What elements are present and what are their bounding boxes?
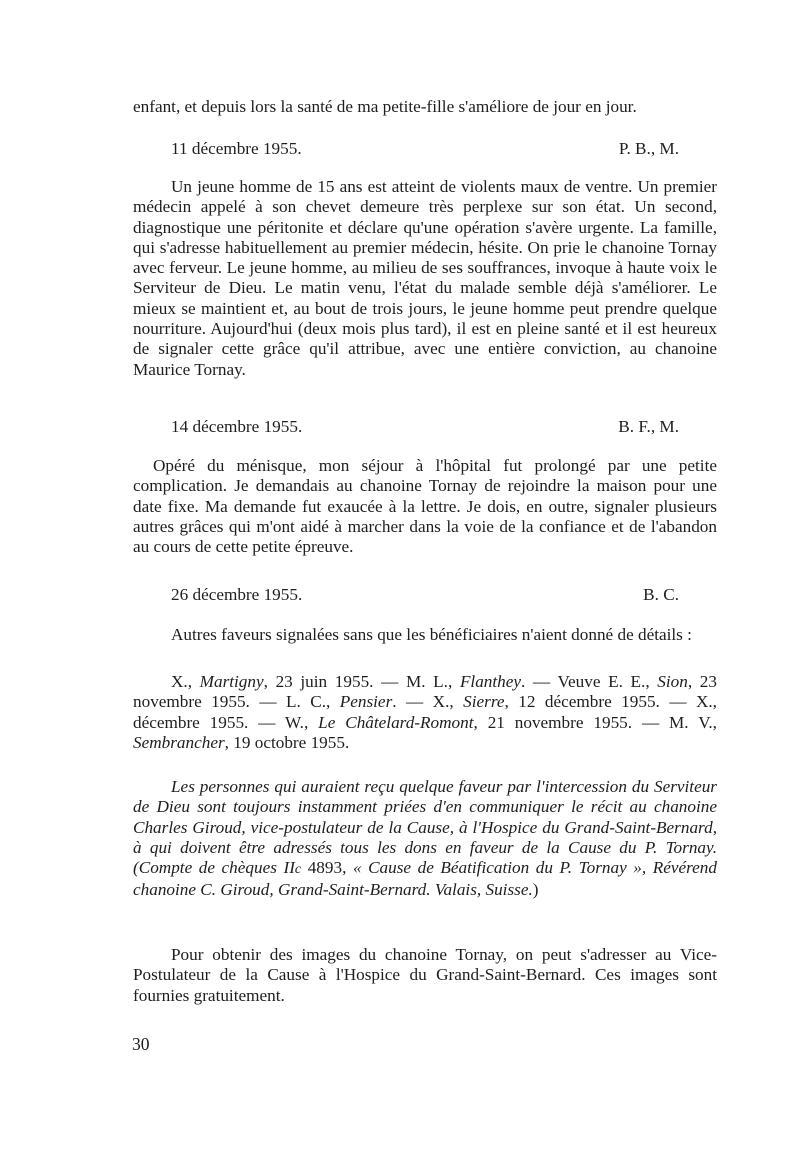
place-name: Sembrancher bbox=[133, 732, 225, 752]
entry-3-initials: B. C. bbox=[643, 585, 679, 604]
entry-3-text: Opéré du ménisque, mon séjour à l'hôpital fut prolongé par une petite complication. Je demandais au chanoine Tornay de rejoindre la maison pour une date fixe. Ma demande fut exaucée à la lettre. Je dois, en outre, signaler plusieurs autres grâces qui m'ont aidé à marcher dans la voie de la confiance et de l'abandon au cours de cette petite épreuve. bbox=[133, 456, 717, 557]
page-number: 30 bbox=[132, 1034, 150, 1054]
place-name: Pensier bbox=[339, 692, 393, 712]
other-favours-intro: Autres faveurs signalées sans que les bénéficiaires n'aient donné de détails : bbox=[171, 625, 692, 644]
place-name: Sierre bbox=[463, 692, 505, 712]
place-name: Flanthey bbox=[459, 672, 522, 691]
entry-1-text: enfant, et depuis lors la santé de ma petite-fille s'améliore de jour en jour. bbox=[133, 97, 637, 116]
place-name: Martigny bbox=[199, 672, 264, 691]
entry-1-signature bbox=[171, 139, 679, 159]
entry-3-date: 26 décembre 1955. bbox=[171, 585, 303, 604]
intercession-notice: Les personnes qui auraient reçu quelque faveur par l'intercession du Serviteur de Dieu sont toujours instamment priées d'en communiquer le récit au chanoine Charles Giroud, vice-postulateur de la Cause, à l'Hospice du Grand-Saint-Bernard, à qui doivent être adressés tous les dons en faveur de la Cause du P. Tornay. (Compte de chèques IIc 4893, « Cause de Béatification du P. Tornay », Révérend chanoine C. Giroud, Grand-Saint-Bernard. Valais, Suisse.) bbox=[133, 777, 717, 900]
entry-2-text: Un jeune homme de 15 ans est atteint de violents maux de ventre. Un premier médecin appelé à son chevet demeure très perplexe sur son état. Un second, diagnostique une péritonite et déclare qu'une opération s'avère urgente. La famille, qui s'adresse habituellement au premier médecin, hésite. On prie le chanoine Tornay avec ferveur. Le jeune homme, au milieu de ses souffrances, invoque à haute voix le Serviteur de Dieu. Le matin venu, l'état du malade semble déjà s'améliorer. Le mieux se maintient et, au bout de trois jours, le jeune homme peut prendre quelque nourriture. Aujourd'hui (deux mois plus tard), il est en pleine santé et il est heureux de signaler cette grâce qu'il attribue, avec une entière conviction, au chanoine Maurice Tornay. bbox=[133, 177, 717, 379]
place-name: Sion bbox=[657, 672, 688, 691]
entry-2-signature bbox=[171, 417, 679, 437]
images-note: Pour obtenir des images du chanoine Tornay, on peut s'adresser au Vice-Postulateur de la Cause à l'Hospice du Grand-Saint-Bernard. Ces images sont fournies gratuitement. bbox=[133, 945, 717, 1005]
entry-3-signature bbox=[171, 585, 679, 605]
other-favours-list: X., Martigny, 23 juin 1955. — M. L., Flanthey. — Veuve E. E., Sion, 23 novembre 1955. — L. C., Pensier. — X., Sierre, 12 décembre 1955. — X., décembre 1955. — W., Le Châtelard-Romont, 21 novembre 1955. — M. V., Sembrancher, 19 octobre 1955. bbox=[133, 672, 717, 752]
entry-2-date: 14 décembre 1955. bbox=[171, 417, 303, 436]
place-name: Le Châtelard-Romont bbox=[318, 712, 474, 732]
entry-1-date: 11 décembre 1955. bbox=[171, 139, 302, 158]
entry-2-initials: B. F., M. bbox=[618, 417, 679, 436]
entry-1-initials: P. B., M. bbox=[618, 139, 679, 158]
